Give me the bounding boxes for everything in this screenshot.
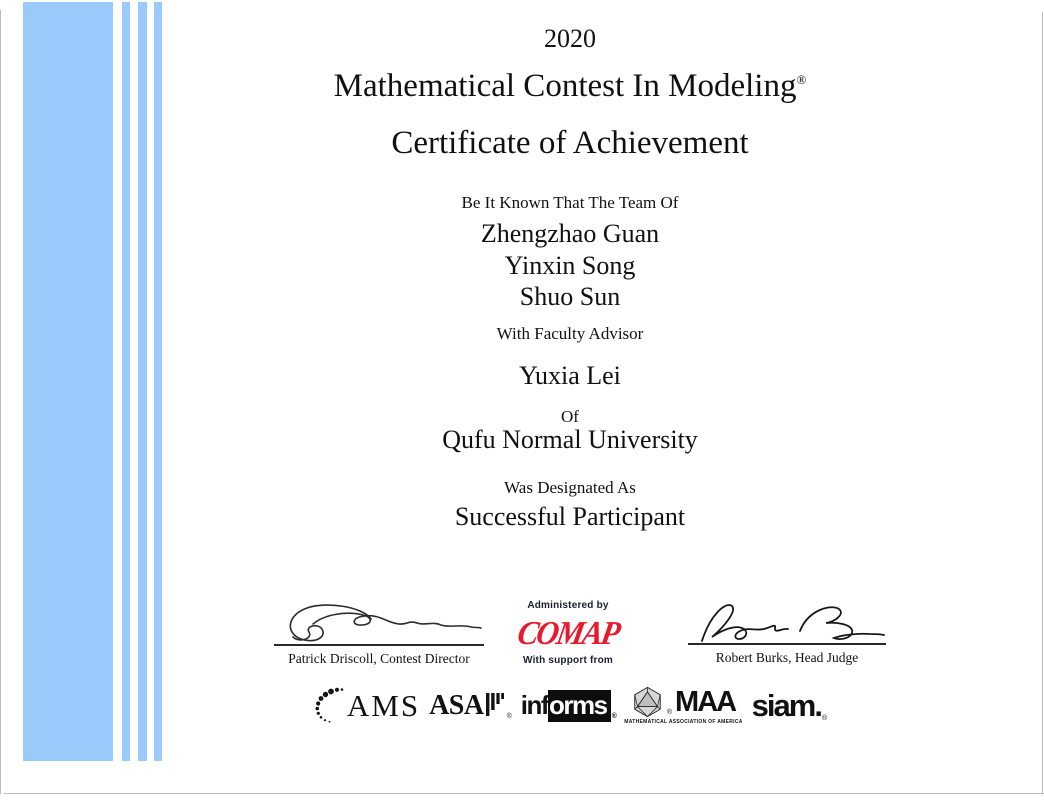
asa-logo: [429, 690, 512, 722]
certificate-body: [96, 0, 1044, 801]
certificate-subtitle: Certificate of Achievement: [391, 125, 749, 161]
support-from-label: With support from: [523, 655, 613, 666]
contest-title-text: Mathematical Contest In Modeling: [333, 68, 797, 104]
administered-by-label: Administered by: [527, 600, 609, 611]
registered-mark: ®: [666, 709, 673, 716]
burks-signature-icon: [688, 597, 886, 646]
contest-year: 2020: [544, 24, 596, 53]
maa-icosahedron-icon: [632, 686, 663, 718]
signature-line: [688, 643, 886, 645]
designation-result: Successful Participant: [454, 502, 686, 531]
informs-logo: [521, 690, 616, 722]
institution-name: Qufu Normal University: [442, 425, 698, 454]
signature-block-contest-director: [274, 599, 484, 667]
registered-mark: ®: [506, 712, 512, 720]
driscoll-signature-icon: [275, 599, 483, 644]
contest-title: [96, 68, 1044, 106]
signature-line: [274, 644, 484, 646]
of-label: Of: [561, 407, 579, 426]
registered-mark: ®: [611, 712, 616, 720]
team-members-list: [96, 218, 1044, 313]
maa-logo: [624, 686, 742, 725]
ams-dotted-arc-icon: [313, 687, 345, 724]
maa-logo-text: MAA: [675, 686, 736, 718]
team-member-name: Shuo Sun: [519, 282, 621, 311]
informs-logo-text-box: orms: [548, 690, 611, 722]
advisor-name: Yuxia Lei: [519, 361, 621, 390]
asa-logo-text: ASA: [429, 689, 484, 721]
page-edge-left: [0, 10, 1, 794]
head-judge-name: Robert Burks, Head Judge: [715, 650, 859, 665]
maa-logo-row: [632, 686, 735, 718]
siam-logo-text: siam.: [751, 687, 821, 723]
contest-director-name: Patrick Driscoll, Contest Director: [288, 651, 470, 666]
team-member-name: Yinxin Song: [504, 250, 636, 280]
team-intro-label: Be It Known That The Team Of: [461, 193, 679, 212]
comap-block: [514, 600, 622, 666]
sponsor-logos-row: [96, 686, 1044, 725]
designation-label: Was Designated As: [504, 478, 636, 497]
advisor-label: With Faculty Advisor: [496, 324, 644, 343]
team-member-name: Zhengzhao Guan: [480, 219, 660, 248]
registered-trademark: ®: [796, 72, 807, 87]
ams-logo-text: AMS: [346, 687, 421, 723]
registered-mark: ®: [821, 714, 828, 722]
signature-block-head-judge: [688, 597, 886, 666]
informs-logo-text-prefix: inf: [520, 689, 549, 720]
ams-logo: [313, 687, 420, 724]
maa-caption: MATHEMATICAL ASSOCIATION OF AMERICA: [624, 719, 743, 725]
siam-logo: [752, 688, 827, 724]
asa-bars-icon: [485, 693, 506, 721]
comap-logo: COMAP: [514, 613, 622, 652]
